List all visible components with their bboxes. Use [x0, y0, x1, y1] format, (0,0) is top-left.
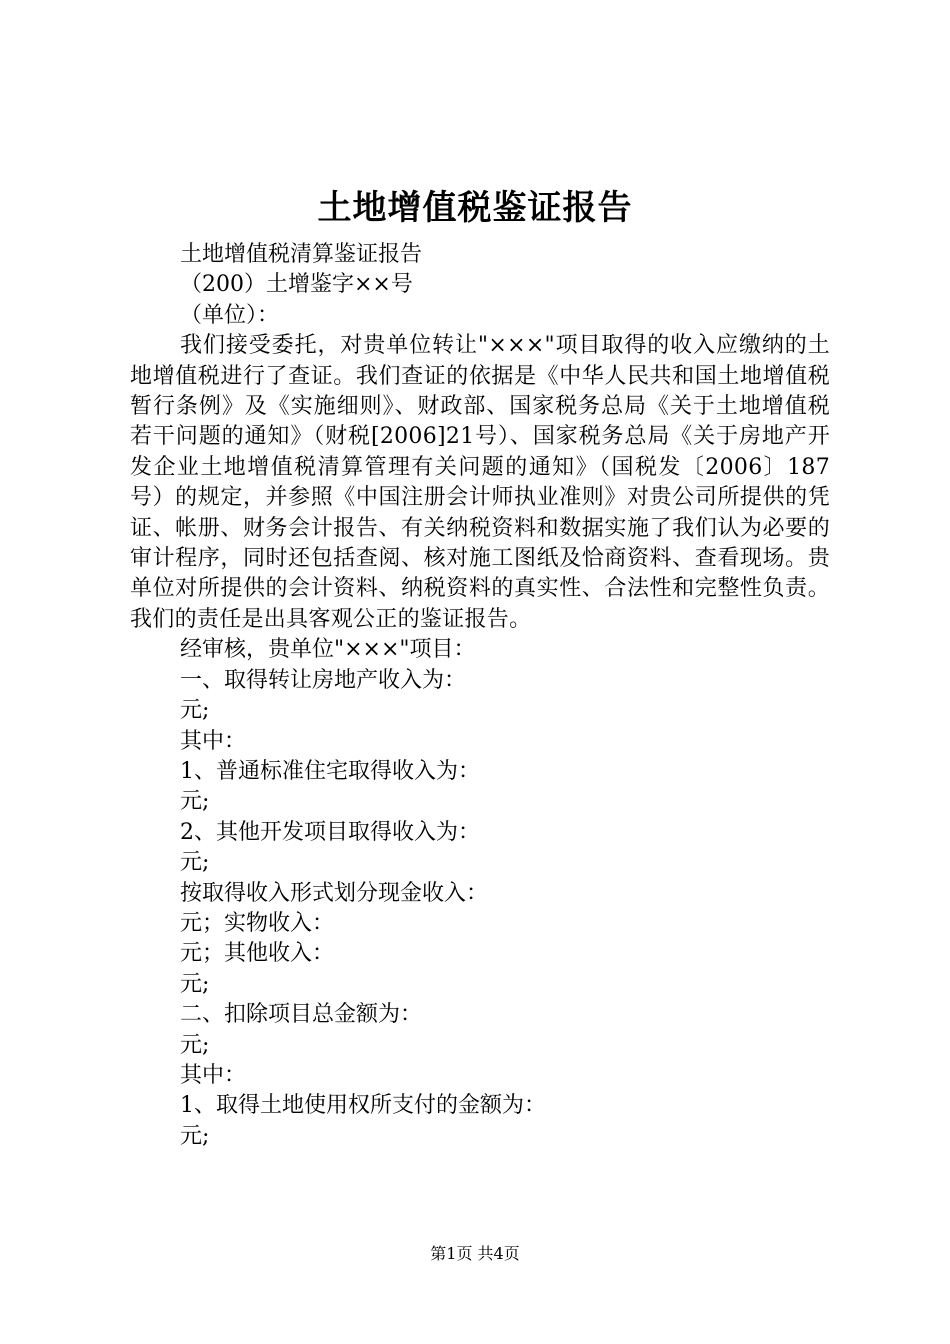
text-line: 元；实物收入： [180, 910, 335, 936]
text-line: 一、取得转让房地产收入为： [180, 667, 467, 693]
report-subtitle: 土地增值税清算鉴证报告 [180, 242, 423, 267]
text-line: 2、其他开发项目取得收入为： [180, 819, 480, 845]
addressee-line: （单位）： [180, 302, 280, 328]
text-line: 1、普通标准住宅取得收入为： [180, 758, 480, 784]
text-line: 元; [180, 971, 210, 997]
text-line: 元; [180, 1032, 210, 1058]
main-paragraph: 我们接受委托，对贵单位转让"×××"项目取得的收入应缴纳的土地增值税进行了查证。我们查证的依据是《中华人民共和国土地增值税暂行条例》及《实施细则》、财政部、国家税务总局《关于土地增值税若干问题的通知》（财税[2006]21号）、国家税务总局《关于房地产开发企业土地增值税清算管理有关问题的通知》（国税发〔2006〕187号）的规定，并参照《中国注册会计师执业准则》对贵公司所提供的凭证、帐册、财务会计报告、有关纳税资料和数据实施了我们认为必要的审计程序，同时还包括查阅、核对施工图纸及恰商资料、查看现场。贵单位对所提供的会计资料、纳税资料的真实性、合法性和完整性负责。我们的责任是出具客观公正的鉴证报告。 [130, 333, 830, 632]
text-line: 经审核，贵单位"×××"项目： [180, 637, 476, 663]
text-line: 元; [180, 850, 210, 876]
text-line: 其中： [180, 1062, 247, 1088]
text-line: 按取得收入形式划分现金收入： [180, 880, 489, 906]
text-line: 1、取得土地使用权所支付的金额为： [180, 1093, 546, 1119]
text-line: 元; [180, 789, 210, 815]
text-line: 元；其他收入： [180, 941, 335, 967]
document-body [130, 240, 830, 1152]
text-line: 二、扣除项目总金额为： [180, 1002, 423, 1028]
text-line: 元; [180, 698, 210, 724]
document-title: 土地增值税鉴证报告 [317, 188, 633, 228]
text-line: 其中： [180, 728, 247, 754]
text-line: 元; [180, 1123, 210, 1149]
page-footer: 第1页 共4页 [430, 1244, 520, 1263]
document-number: （200）土增鉴字××号 [180, 272, 413, 298]
